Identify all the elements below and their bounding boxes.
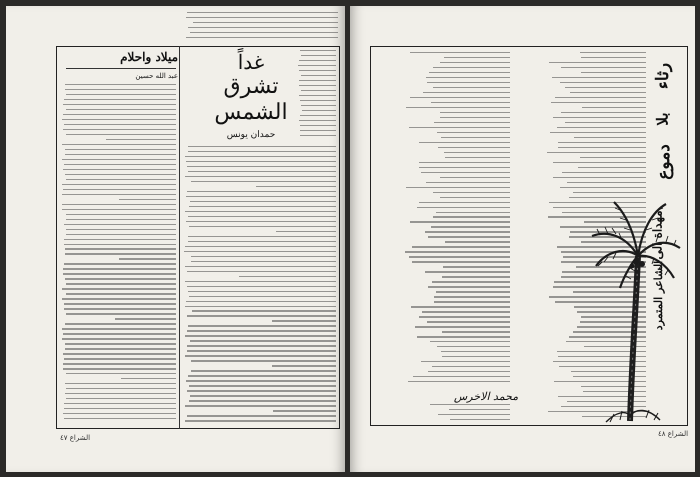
text-line xyxy=(405,251,510,252)
left-column-body xyxy=(62,84,176,426)
right-column-body xyxy=(184,146,336,426)
text-lines xyxy=(378,404,510,424)
text-line xyxy=(409,256,510,257)
text-line xyxy=(553,117,646,118)
text-line xyxy=(558,147,646,148)
text-line xyxy=(438,147,510,148)
text-line xyxy=(299,95,336,96)
text-line xyxy=(450,419,510,420)
text-line xyxy=(434,296,510,297)
text-line xyxy=(408,381,510,382)
text-line xyxy=(272,320,336,321)
text-line xyxy=(121,378,176,379)
text-line xyxy=(66,283,176,284)
text-line xyxy=(443,266,510,267)
text-line xyxy=(106,139,176,140)
text-line xyxy=(187,12,338,13)
text-line xyxy=(185,355,336,356)
text-line xyxy=(580,52,646,53)
text-line xyxy=(426,77,510,78)
title-underline xyxy=(66,68,176,69)
text-line xyxy=(62,119,176,120)
text-line xyxy=(433,87,510,88)
text-line xyxy=(63,363,176,364)
text-line xyxy=(412,246,510,247)
text-line xyxy=(298,65,336,66)
text-line xyxy=(66,313,176,314)
poem-title-word3: دموع xyxy=(653,144,674,180)
text-line xyxy=(449,409,510,410)
text-line xyxy=(582,107,646,108)
text-line xyxy=(186,221,336,222)
text-line xyxy=(428,371,510,372)
text-line xyxy=(63,268,176,269)
text-line xyxy=(561,112,646,113)
text-line xyxy=(188,171,336,172)
text-line xyxy=(555,97,646,98)
text-line xyxy=(191,181,336,182)
text-line xyxy=(65,383,177,384)
text-line xyxy=(417,336,510,337)
page-number: الشراع ٤٨ xyxy=(658,430,689,438)
text-line xyxy=(565,122,646,123)
text-line xyxy=(417,207,510,208)
text-line xyxy=(66,94,176,95)
text-line xyxy=(442,276,510,277)
text-line xyxy=(191,360,336,361)
text-line xyxy=(553,177,646,178)
text-line xyxy=(300,100,336,101)
text-line xyxy=(415,326,510,327)
text-line xyxy=(187,315,336,316)
article-title-line1: غداً xyxy=(237,50,265,74)
text-line xyxy=(66,234,176,235)
text-line xyxy=(188,325,336,326)
text-line xyxy=(300,115,336,116)
text-line xyxy=(419,162,510,163)
text-line xyxy=(64,224,176,225)
text-line xyxy=(445,241,510,242)
text-line xyxy=(119,258,176,259)
text-line xyxy=(185,281,336,282)
text-line xyxy=(421,361,510,362)
text-line xyxy=(410,221,510,222)
text-line xyxy=(410,52,510,53)
text-line xyxy=(65,323,176,324)
poem-dedication-line2: الشاعر المتمرد xyxy=(652,260,666,331)
text-line xyxy=(436,291,510,292)
text-line xyxy=(442,356,510,357)
text-line xyxy=(272,365,336,366)
text-line xyxy=(444,152,510,153)
text-line xyxy=(441,137,510,138)
text-line xyxy=(557,127,646,128)
text-line xyxy=(299,85,336,86)
text-line xyxy=(188,151,336,152)
text-line xyxy=(185,405,336,406)
text-line xyxy=(64,263,176,264)
text-line xyxy=(63,169,176,170)
text-line xyxy=(558,142,646,143)
text-line xyxy=(436,212,510,213)
text-line xyxy=(64,303,176,304)
poem-title-word2: بلا xyxy=(653,112,672,126)
text-line xyxy=(185,156,336,157)
text-line xyxy=(299,60,336,61)
text-line xyxy=(62,159,176,160)
text-line xyxy=(189,226,336,227)
text-line xyxy=(273,410,336,411)
text-line xyxy=(187,166,336,167)
text-line xyxy=(63,368,176,369)
text-line xyxy=(64,164,176,165)
text-line xyxy=(433,216,510,217)
text-line xyxy=(64,403,176,404)
text-line xyxy=(63,129,176,130)
text-line xyxy=(426,182,510,183)
text-line xyxy=(419,316,510,317)
palm-tree-illustration xyxy=(586,196,682,426)
text-line xyxy=(186,196,336,197)
text-line xyxy=(119,199,176,200)
article-title-line2: تشرق xyxy=(223,74,279,99)
text-line xyxy=(440,177,510,178)
text-line xyxy=(65,84,176,85)
text-line xyxy=(422,311,510,312)
article-title-line3: الشمس xyxy=(214,100,288,125)
text-line xyxy=(62,338,176,339)
text-line xyxy=(406,107,510,108)
poem-column-left xyxy=(378,52,510,387)
text-line xyxy=(578,167,646,168)
text-line xyxy=(189,400,336,401)
text-line xyxy=(191,261,336,262)
text-line xyxy=(301,55,336,56)
text-line xyxy=(62,194,176,195)
text-line xyxy=(63,114,176,115)
right-column-side xyxy=(298,50,336,144)
text-line xyxy=(445,157,510,158)
text-line xyxy=(567,182,646,183)
text-line xyxy=(62,209,176,210)
text-line xyxy=(115,318,176,319)
text-line xyxy=(442,331,510,332)
text-line xyxy=(66,109,176,110)
text-line xyxy=(553,162,646,163)
text-line xyxy=(64,358,176,359)
text-line xyxy=(419,202,510,203)
text-line xyxy=(434,122,510,123)
text-line xyxy=(185,266,336,267)
text-line xyxy=(66,229,176,230)
text-line xyxy=(187,390,336,391)
text-line xyxy=(63,273,176,274)
text-line xyxy=(65,278,176,279)
text-line xyxy=(444,57,510,58)
text-line xyxy=(64,244,176,245)
text-line xyxy=(186,37,338,38)
text-line xyxy=(193,22,338,23)
text-line xyxy=(187,271,336,272)
text-line xyxy=(562,172,646,173)
text-line xyxy=(192,310,337,311)
text-line xyxy=(66,293,176,294)
text-line xyxy=(300,130,336,131)
text-line xyxy=(574,137,646,138)
text-line xyxy=(411,306,510,307)
text-line xyxy=(437,132,510,133)
text-line xyxy=(185,335,336,336)
text-line xyxy=(64,99,176,100)
text-line xyxy=(184,251,336,252)
text-line xyxy=(188,27,338,28)
text-line xyxy=(62,288,176,289)
text-line xyxy=(65,154,176,155)
text-line xyxy=(560,187,646,188)
text-line xyxy=(64,239,176,240)
text-line xyxy=(570,92,646,93)
text-lines xyxy=(298,50,336,144)
text-line xyxy=(301,75,336,76)
text-line xyxy=(188,216,336,217)
text-line xyxy=(185,176,336,177)
text-line xyxy=(301,90,336,91)
text-line xyxy=(440,112,510,113)
column-divider xyxy=(179,46,180,429)
text-line xyxy=(419,167,510,168)
text-line xyxy=(300,50,336,51)
text-line xyxy=(552,77,646,78)
text-line xyxy=(65,348,176,349)
text-line xyxy=(189,296,336,297)
text-line xyxy=(440,62,510,63)
text-line xyxy=(425,231,510,232)
text-line xyxy=(299,80,336,81)
text-line xyxy=(66,219,176,220)
text-line xyxy=(440,117,510,118)
text-line xyxy=(187,345,336,346)
text-line xyxy=(428,236,510,237)
text-line xyxy=(438,414,510,415)
poem-dedication-line1: مهداة الى xyxy=(650,210,665,260)
text-line xyxy=(63,353,177,354)
text-lines xyxy=(62,84,176,426)
text-line xyxy=(432,366,510,367)
text-line xyxy=(421,172,510,173)
text-lines xyxy=(184,12,338,46)
text-line xyxy=(423,92,510,93)
poem-column-left-end xyxy=(378,404,510,424)
text-lines xyxy=(378,52,510,387)
text-line xyxy=(185,420,336,421)
text-line xyxy=(581,72,646,73)
text-line xyxy=(65,149,176,150)
text-line xyxy=(63,413,176,414)
text-line xyxy=(64,308,176,309)
text-line xyxy=(430,404,510,405)
text-line xyxy=(66,388,176,389)
text-line xyxy=(560,82,646,83)
text-line xyxy=(185,211,336,212)
text-line xyxy=(437,346,510,347)
text-line xyxy=(187,330,336,331)
text-line xyxy=(256,186,336,187)
text-line xyxy=(425,271,510,272)
text-line xyxy=(191,370,336,371)
text-line xyxy=(188,241,336,242)
text-line xyxy=(301,105,336,106)
text-line xyxy=(186,301,336,302)
text-line xyxy=(430,341,510,342)
text-line xyxy=(188,375,336,376)
text-line xyxy=(62,144,176,145)
text-line xyxy=(62,298,176,299)
text-line xyxy=(63,333,176,334)
text-line xyxy=(65,248,176,249)
text-line xyxy=(565,87,646,88)
text-line xyxy=(190,340,336,341)
right-page xyxy=(350,6,695,472)
text-line xyxy=(429,72,510,73)
text-line xyxy=(302,110,336,111)
text-line xyxy=(190,201,336,202)
text-line xyxy=(190,395,336,396)
text-line xyxy=(409,127,510,128)
text-line xyxy=(547,152,646,153)
text-line xyxy=(189,385,336,386)
text-line xyxy=(239,276,336,277)
text-line xyxy=(185,246,336,247)
text-line xyxy=(432,281,510,282)
text-line xyxy=(62,184,176,185)
text-line xyxy=(187,415,336,416)
text-line xyxy=(189,206,336,207)
text-line xyxy=(191,256,336,257)
text-line xyxy=(65,343,176,344)
text-line xyxy=(412,261,510,262)
text-line xyxy=(433,192,510,193)
text-lines xyxy=(184,146,336,426)
text-line xyxy=(65,253,176,254)
text-line xyxy=(300,135,336,136)
text-line xyxy=(551,102,646,103)
text-line xyxy=(188,146,336,147)
text-line xyxy=(434,301,510,302)
text-line xyxy=(65,89,176,90)
poem-title-word1: رثاء xyxy=(653,62,674,90)
text-line xyxy=(186,380,336,381)
text-line xyxy=(63,189,176,190)
text-line xyxy=(190,32,338,33)
text-line xyxy=(581,57,646,58)
text-line xyxy=(66,134,176,135)
article-author: حمدان يونس xyxy=(226,130,276,140)
text-line xyxy=(440,197,510,198)
left-page xyxy=(6,6,345,472)
text-line xyxy=(66,214,176,215)
poet-signature: محمد الاخرس xyxy=(453,390,519,403)
text-line xyxy=(427,321,510,322)
text-line xyxy=(65,174,176,175)
text-line xyxy=(428,286,510,287)
text-line xyxy=(62,204,176,205)
text-line xyxy=(300,125,336,126)
text-line xyxy=(187,191,336,192)
text-line xyxy=(550,132,646,133)
text-line xyxy=(63,104,176,105)
text-line xyxy=(413,376,510,377)
text-line xyxy=(419,142,510,143)
text-line xyxy=(433,67,510,68)
text-line xyxy=(64,418,176,419)
text-line xyxy=(65,393,176,394)
text-line xyxy=(185,306,336,307)
column-author: عبد الله حسين xyxy=(135,72,178,80)
text-line xyxy=(66,179,176,180)
text-line xyxy=(299,70,336,71)
text-line xyxy=(573,192,646,193)
text-line xyxy=(299,120,336,121)
text-line xyxy=(431,102,510,103)
text-line xyxy=(276,231,336,232)
text-line xyxy=(188,236,336,237)
column-title: ميلاد واحلام xyxy=(120,50,178,64)
text-line xyxy=(64,408,176,409)
text-line xyxy=(561,67,646,68)
text-line xyxy=(66,373,176,374)
text-line xyxy=(186,161,336,162)
text-line xyxy=(187,286,336,287)
text-line xyxy=(187,350,336,351)
text-line xyxy=(64,124,176,125)
text-line xyxy=(62,328,176,329)
text-line xyxy=(188,291,336,292)
right-column-body xyxy=(184,12,338,46)
text-line xyxy=(66,398,176,399)
page-number: الشراع ٤٧ xyxy=(60,434,91,442)
text-line xyxy=(549,62,646,63)
text-line xyxy=(431,226,510,227)
text-line xyxy=(410,97,510,98)
text-line xyxy=(406,187,510,188)
text-line xyxy=(427,82,510,83)
text-line xyxy=(186,17,338,18)
text-line xyxy=(580,157,646,158)
text-line xyxy=(441,351,510,352)
